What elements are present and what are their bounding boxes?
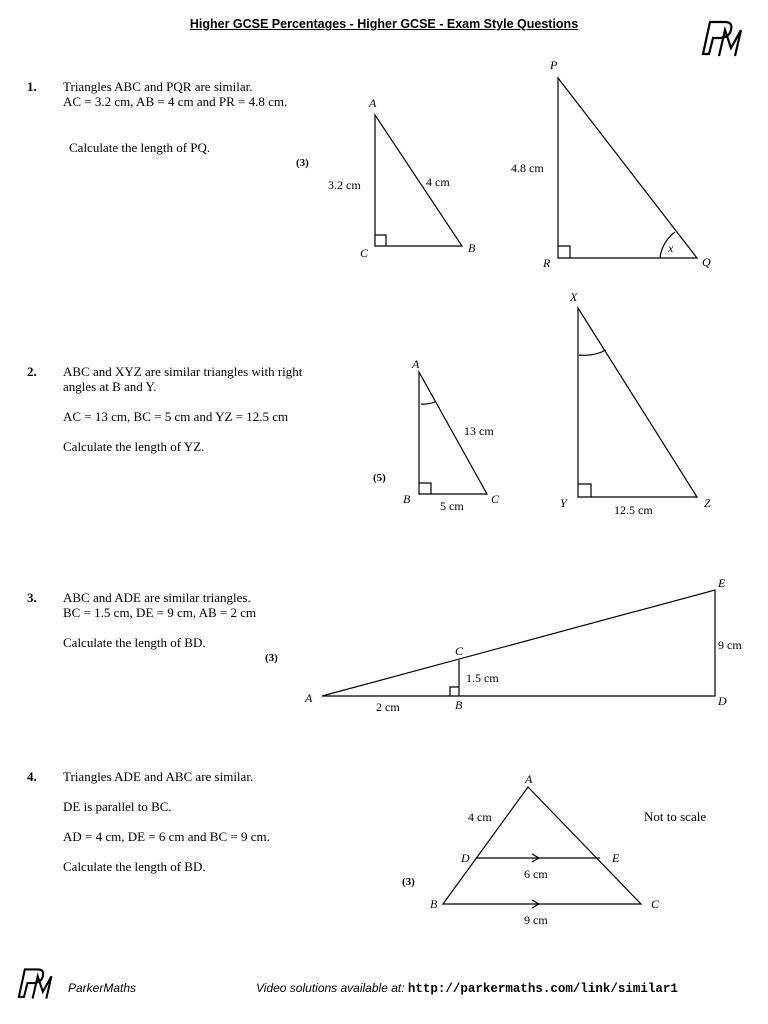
vertex-label: B xyxy=(430,897,438,911)
vertex-label: Q xyxy=(702,255,711,269)
vertex-label: B xyxy=(403,492,411,506)
question-task: Calculate the length of BD. xyxy=(63,635,206,650)
question-line: Triangles ABC and PQR are similar. xyxy=(63,79,253,94)
marks: (3) xyxy=(296,157,309,169)
question-number: 3. xyxy=(27,590,37,605)
right-angle-marker xyxy=(578,484,591,497)
parkermaths-logo-footer xyxy=(12,965,60,1003)
marks: (3) xyxy=(265,652,278,664)
question-line: Triangles ADE and ABC are similar. xyxy=(63,769,254,784)
question-number: 4. xyxy=(27,769,37,784)
right-angle-marker xyxy=(419,483,431,494)
length-label: 6 cm xyxy=(524,867,548,881)
question-line: AC = 13 cm, BC = 5 cm and YZ = 12.5 cm xyxy=(63,409,289,424)
triangle-xyz xyxy=(578,308,697,497)
vertex-label: A xyxy=(412,357,420,371)
length-label: 12.5 cm xyxy=(614,503,653,517)
triangle-pqr xyxy=(558,78,697,258)
marks: (3) xyxy=(402,876,415,888)
vertex-label: C xyxy=(491,492,500,506)
vertex-label: R xyxy=(543,256,551,270)
question-line: BC = 1.5 cm, DE = 9 cm, AB = 2 cm xyxy=(63,605,257,620)
footer-video-note xyxy=(256,981,678,996)
length-label: 1.5 cm xyxy=(466,671,499,685)
right-angle-marker xyxy=(375,235,386,246)
vertex-label: P xyxy=(550,58,558,72)
vertex-label: C xyxy=(651,897,660,911)
length-label: 5 cm xyxy=(440,499,464,513)
length-label: 4 cm xyxy=(468,810,492,824)
vertex-label: X xyxy=(570,290,578,304)
vertex-label: A xyxy=(305,691,313,705)
question-number: 1. xyxy=(27,79,37,94)
vertex-label: E xyxy=(612,851,620,865)
question-line: AC = 3.2 cm, AB = 4 cm and PR = 4.8 cm. xyxy=(63,94,288,109)
question-task: Calculate the length of BD. xyxy=(63,859,206,874)
footer-brand: ParkerMaths xyxy=(68,981,137,995)
right-angle-marker xyxy=(558,246,570,258)
vertex-label: D xyxy=(718,694,727,708)
vertex-label: A xyxy=(525,772,533,786)
length-label: 4 cm xyxy=(426,175,450,189)
question-line: DE is parallel to BC. xyxy=(63,799,172,814)
length-label: 13 cm xyxy=(464,424,494,438)
question-line: angles at B and Y. xyxy=(63,379,157,394)
vertex-label: C xyxy=(455,644,464,658)
vertex-label: C xyxy=(360,246,369,260)
vertex-label: D xyxy=(461,851,470,865)
question-line: ABC and XYZ are similar triangles with right xyxy=(63,364,303,379)
length-label: 2 cm xyxy=(376,700,400,714)
triangle-ade xyxy=(322,590,715,696)
length-label: 9 cm xyxy=(718,638,742,652)
marks: (5) xyxy=(373,472,386,484)
length-label: 9 cm xyxy=(524,913,548,927)
question-number: 2. xyxy=(27,364,37,379)
length-label: 3.2 cm xyxy=(328,178,361,192)
right-angle-marker xyxy=(450,687,459,696)
vertex-label: A xyxy=(369,96,377,110)
vertex-label: Z xyxy=(704,496,711,510)
vertex-label: Y xyxy=(560,496,567,510)
page-title: Higher GCSE Percentages - Higher GCSE - Exam Style Questions xyxy=(189,17,579,31)
triangle-abc-q4 xyxy=(443,787,641,904)
length-label: 4.8 cm xyxy=(511,161,544,175)
angle-label: x xyxy=(668,241,674,255)
footer-url-link[interactable]: http://parkermaths.com/link/similar1 xyxy=(407,982,678,996)
vertex-label: B xyxy=(455,698,463,712)
not-to-scale-note: Not to scale xyxy=(644,809,707,824)
vertex-label: E xyxy=(718,576,726,590)
question-line: ABC and ADE are similar triangles. xyxy=(63,590,251,605)
question-line: AD = 4 cm, DE = 6 cm and BC = 9 cm. xyxy=(63,829,270,844)
footer-video-text: Video solutions available at: xyxy=(256,981,408,995)
vertex-label: B xyxy=(468,241,476,255)
question-task: Calculate the length of YZ. xyxy=(63,439,205,454)
angle-arc xyxy=(579,350,606,355)
angle-arc xyxy=(421,402,435,404)
question-task: Calculate the length of PQ. xyxy=(69,140,211,155)
